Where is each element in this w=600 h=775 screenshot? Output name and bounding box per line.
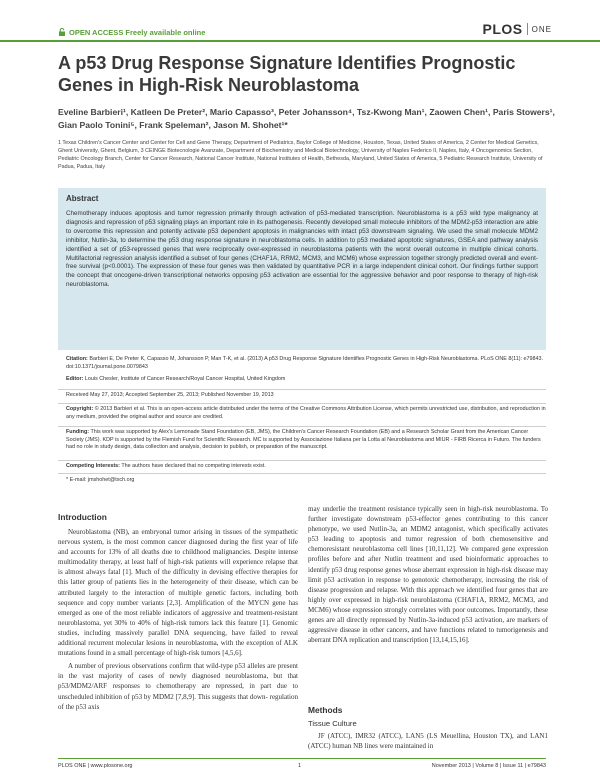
- meta-divider: [58, 389, 546, 390]
- competing-interests: [66, 463, 546, 471]
- editor: [66, 376, 546, 384]
- abstract-text: Chemotherapy induces apoptosis and tumor regression primarily through activation of p53-mediated transcription. Neuroblastoma is a p53 wild type malignancy at diagnosis and repression of p53 signaling plays an important role in its pathogenesis. Recently developed small molecule inhibitors of the MDM2-p53 interaction are able to overcome this repression and potently activate p53 dependent apoptosis in malignancies with intact p53 downstream signaling. We used the small molecule MDM2 inhibitor, Nutlin-3a, to determine the p53 drug response signature in neuroblastoma cells. In addition to p53 mediated apoptotic signatures, GSEA and pathway analysis identified a set of p53-repressed genes that were reciprocally over-expressed in neuroblastoma patients with the worst overall outcome in multiple clinical cohorts. Multifactorial regression analysis identified a subset of four genes (CHAF1A, RRM2, MCM3, and MCM6) whose expression together strongly predicted overall and event-free survival (p<0.0001). The expression of these four genes was then validated by quantitative PCR in a large independent clinical cohort. Our findings further support the concept that oncogene-driven transcriptional networks opposing p53 activation are essential for the aggressive behavior and poor response to therapy of high-risk neuroblastoma.: [66, 210, 538, 289]
- subsection-heading-tissue-culture: Tissue Culture: [308, 719, 357, 728]
- editor-text: Louis Chesler, Institute of Cancer Research/Royal Cancer Hospital, United Kingdom: [84, 376, 286, 382]
- article-title: A p53 Drug Response Signature Identifies Prognostic Genes in High-Risk Neuroblastoma: [58, 53, 516, 95]
- funding: [66, 429, 546, 452]
- email: * E-mail: jmshohet@txch.org: [66, 477, 135, 483]
- journal-logo-text: PLOS: [482, 21, 523, 37]
- open-access-lock-icon: [58, 28, 66, 36]
- copyright: [66, 406, 546, 421]
- meta-divider: [58, 473, 546, 474]
- dates: Received May 27, 2013; Accepted September 25, 2013; Published November 19, 2013: [66, 392, 274, 398]
- footer-rule: [58, 758, 546, 759]
- open-access-label: [58, 28, 205, 37]
- open-access-text: OPEN ACCESS Freely available online: [69, 28, 206, 37]
- paragraph: JF (ATCC), IMR32 (ATCC), LAN5 (LS Meuellina, Houston TX), and LAN1 (ATCC) human NB lines were maintained in: [308, 732, 548, 751]
- funding-label: Funding:: [66, 429, 90, 435]
- meta-divider: [58, 403, 546, 404]
- footer-issue: November 2013 | Volume 8 | Issue 11 | e79843: [431, 763, 546, 769]
- funding-text: This work was supported by Alex's Lemonade Stand Foundation (EB, JMS), the Children's Cancer Research Foundation (EB) and a Research Scholar Grant from the American Cancer Society (JMS). KDP is supported by the Flemish Fund for Scientific Research. MC is supported by Associazione Italiana per la Lotta al Neuroblastoma and MIUR - FIRB Ricerca in Futuro. The funders had no role in study design, data collection and analysis, decision to publish, or preparation of the manuscript.: [66, 429, 541, 450]
- meta-divider: [58, 460, 546, 461]
- journal-logo: [483, 22, 552, 36]
- affiliations: 1 Texas Children's Cancer Center and Center for Cell and Gene Therapy, Department of Pediatrics, Baylor College of Medicine, Houston, Texas, United States of America, 2 Center for Medical Genetics, Ghent University, Ghent, Belgium, 3 CEINGE Biotecnologie Avanzate, Department of Biochemistry and Medical Biotechnology, University of Naples Federico II, Naples, Italy, 4 Oncogenomics Section, Pediatric Oncology Branch, Center for Cancer Research, National Cancer Institute, National Institutes of Health, Bethesda, Maryland, United States of America, 5 Pediatric Research Institute, University of Padua, Padua, Italy: [58, 140, 543, 170]
- copyright-text: © 2013 Barbieri et al. This is an open-access article distributed under the terms of the Creative Commons Attribution License, which permits unrestricted use, distribution, and reproduction in any medium, provided the original author and source are credited.: [66, 406, 546, 420]
- paragraph: may underlie the treatment resistance typically seen in high-risk neuroblastoma. To further investigate downstream p53-effector genes contributing to this cancer phenotype, we used Nutlin-3a, an MDM2 antagonist, which specifically activates p53 leading to apoptosis and tumor regression of both chemosensitive and chemoresistant neuroblastoma cell lines [10,11,12]. We compared gene expression profiles before and after Nutlin treatment and used bioinformatic approaches to identify p53 drug response genes whose aberrant expression in high-risk disease may limit p53 activation in response to genotoxic chemotherapy, increasing the risk of disease progression and relapse. With this approach we identified four genes that are highly over expressed in high-risk neuroblastoma (CHAF1A, RRM2, MCM3, and MCM6) whose expression strongly correlates with poor outcomes. Importantly, these genes are all directly repressed by Nutlin-3a-induced p53 activation, are markers of aggressive disease in other cancers, and have functions related to tumorigenesis and aberrant DNA replication and transcription [13,14,15,16].: [308, 505, 548, 645]
- copyright-label: Copyright:: [66, 406, 94, 412]
- header-rule: [0, 40, 600, 42]
- citation: [66, 356, 546, 371]
- journal-logo-sub: ONE: [531, 24, 552, 34]
- page-number: 1: [298, 763, 302, 769]
- footer-journal: PLOS ONE | www.plosone.org: [58, 763, 133, 769]
- competing-label: Competing Interests:: [66, 463, 120, 469]
- paragraph: Neuroblastoma (NB), an embryonal tumor arising in tissues of the sympathetic nervous system, is the most common cancer diagnosed during the first year of life and accounts for 13% of all deaths due to childhood malignancies. Despite intense multimodality therapy, at least half of high-risk patients will experience relapse that is almost always fatal [1]. Much of the difficulty in devising effective therapies for this latter group of patients lies in the heterogeneity of their disease, which can be attributed largely to the interaction of multiple genetic factors, including both sequence and copy number variants [2,3]. Amplification of the MYCN gene has emerged as one of the most reliable indicators of aggressive and treatment-resistant neuroblastoma, yet 30% to 40% of high-risk tumors lack this feature [1]. Genomic studies, including massively parallel DNA sequencing, have failed to reveal additional recurrent molecular lesions in neuroblastoma, with the exception of ALK mutations found in a small percentage of high-risk tumors [4,5,6].: [58, 528, 298, 658]
- section-heading-methods: Methods: [308, 705, 343, 715]
- competing-text: The authors have declared that no competing interests exist.: [121, 463, 266, 469]
- citation-label: Citation:: [66, 356, 88, 362]
- author-list: Eveline Barbieri¹, Katleen De Preter², Mario Capasso³, Peter Johansson⁴, Tsz-Kwong Man¹, Zaowen Chen¹, Paris Stowers¹, Gian Paolo Tonini⁵, Frank Speleman², Jason M. Shohet¹*: [58, 107, 555, 130]
- meta-divider: [58, 426, 546, 427]
- citation-text: Barbieri E, De Preter K, Capasso M, Johansson P, Man T-K, et al. (2013) A p53 Drug Response Signature Identifies Prognostic Genes in High-Risk Neuroblastoma. PLoS ONE 8(11): e79843. doi:10.1371/journal.pone.0079843: [66, 356, 544, 370]
- paragraph: A number of previous observations confirm that wild-type p53 alleles are present in the vast majority of cases of newly diagnosed neuroblastoma, but that p53/MDM2/ARF responses to chemotherapy are repressed, in part due to unscheduled inhibition of p53 by MDM2 [7,8,9]. This suggests that down- regulation of the p53 axis: [58, 662, 298, 711]
- abstract-heading: Abstract: [66, 194, 99, 203]
- right-column-methods: [308, 731, 548, 751]
- editor-label: Editor:: [66, 376, 84, 382]
- left-column: [58, 527, 298, 712]
- logo-divider: [527, 23, 528, 35]
- right-column: [308, 504, 548, 645]
- section-heading-introduction: Introduction: [58, 512, 107, 522]
